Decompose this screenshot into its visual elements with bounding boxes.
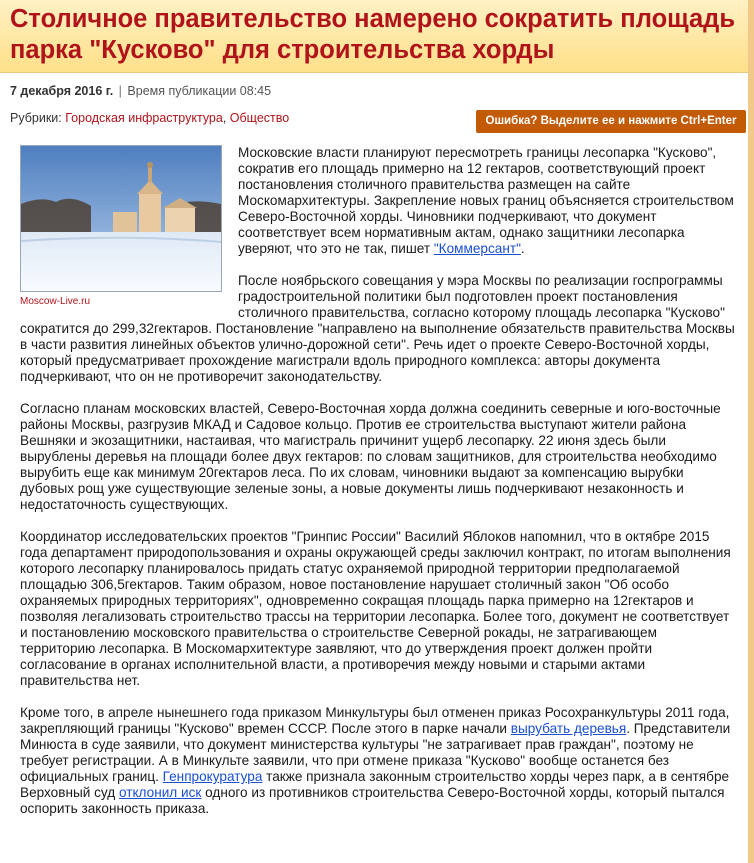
paragraph-2: После ноябрьского совещания у мэра Москвы по реализации госпрограммы градостроительной политики был подготовлен проект постановления столичного правительства, согласно которому площадь лесопарка "Кусково" сократится до 299,32гектаров. Постановление "направлено на выполнение обязательств правительства Москвы в части развития линейных объектов улично-дорожной сети". Речь идет о проекте Северо-Восточной хорды, который предусматривает прохождение магистрали вдоль природного комплекса: авторы документа подчеркивают, что он не противоречит законодательству. [20,273,735,384]
paragraph-1-text: Московские власти планируют пересмотреть границы лесопарка "Кусково", сократив его площадь примерно на 12 гектаров, соответствующий проект постановления столичного правительства размещен на сайте Москомархитектуры. Закрепление новых границ объясняется строительством Северо-Восточной хорды. Чиновники подчеркивают, что документ соответствует всем нормативным актам, однако защитники лесопарка уверяют, что это не так, пишет [238,145,734,256]
rubric-link-society[interactable]: Общество [229,111,290,125]
photo-caption: Moscow-Live.ru [20,296,91,307]
article-photo [20,145,222,310]
rubrics-label: Рубрики: [10,111,62,125]
link-prosecutor-office[interactable]: Генпрокуратура [162,769,263,784]
report-error-button[interactable]: Ошибка? Выделите ее и нажмите Ctrl+Enter [476,110,746,133]
paragraph-5-text-a: Кроме того, в апреле нынешнего года приказом Минкультуры был отменен приказ Росохранкультуры 2011 года, закрепляющий границы "Кусково" времен СССР. После этого в парке начали [20,705,730,736]
rubrics-comma: , [222,111,227,125]
publication-time: Время публикации 08:45 [127,84,272,98]
kuskovo-winter-photo[interactable] [20,145,222,292]
article-body [0,138,754,817]
link-rejected-lawsuit[interactable]: отклонил иск [118,785,202,800]
paragraph-3: Согласно планам московских властей, Северо-Восточная хорда должна соединить северные и юго-восточные районы Москвы, разгрузив МКАД и Садовое кольцо. Против ее строительства выступают жители района Вешняки и экозащитники, настаивая, что магистраль причинит ущерб лесопарку. 22 июня здесь были вырублены деревья на площади более двух гектаров: по словам защитников, для строительства необходимо вырубить еще как минимум 20гектаров леса. По их словам, чиновники выдают за компенсацию вырубки дубовых рощ уже существующие зеленые зоны, а новые документы лишь подчеркивают незаконность и недостаточность существующих. [20,401,721,512]
article-meta [0,73,754,104]
photo-illustration [21,146,221,291]
paragraph-5-text-d: одного из противников строительства Северо-Восточной хорды, который пытался оспорить законность приказа. [20,785,725,816]
paragraph-5-text-c: также признала законным строительство хорды через парк, а в сентябре Верховный суд [20,769,730,800]
link-cutting-trees[interactable]: вырубать деревья [510,721,627,736]
rubric-link-infrastructure[interactable]: Городская инфраструктура [65,111,223,125]
source-link-kommersant[interactable]: "Коммерсант" [433,241,521,256]
paragraph-5-text-b: . Представители Минюста в суде заявили, что документ министерства культуры "не затрагивает прав граждан", поэтому не требует регистрации. А в Минкульте заявили, что при отмене приказа "Кусково" вообще останется без официальных границ. [20,721,731,784]
rubrics [10,111,289,125]
paragraph-1-end: . [520,241,525,256]
paragraph-5 [20,705,736,817]
publication-date: 7 декабря 2016 г. [10,84,114,98]
meta-separator: | [118,84,122,98]
page-right-border [748,0,754,863]
paragraph-4: Координатор исследовательских проектов "Гринпис России" Василий Яблоков напомнил, что в октябре 2015 года департамент природопользования и охраны окружающей среды заключил контракт, по итогам выполнения которого лесопарку планировалось придать статус охраняемой природной территории предполагаемой площадью 306,5гектаров. Таким образом, новое постановление нарушает столичный закон "Об особо охраняемых природных территориях", одновременно сокращая площадь парка примерно на 12гектаров и позволяя легализовать строительство трассы на территории лесопарка. Более того, документ не соответствует и постановлению московского правительства о строительстве Северной рокады, не затрагивающем территорию лесопарка. В Москомархитектуре заявляют, что до утверждения проект должен пройти согласование в органах исполнительной власти, а противоречия между новыми и старыми актами правительства нет. [20,529,731,688]
article-header [0,0,754,73]
article-title: Столичное правительство намерено сократить площадь парка "Кусково" для строительства хорды [10,5,736,64]
rubrics-row [0,104,754,138]
